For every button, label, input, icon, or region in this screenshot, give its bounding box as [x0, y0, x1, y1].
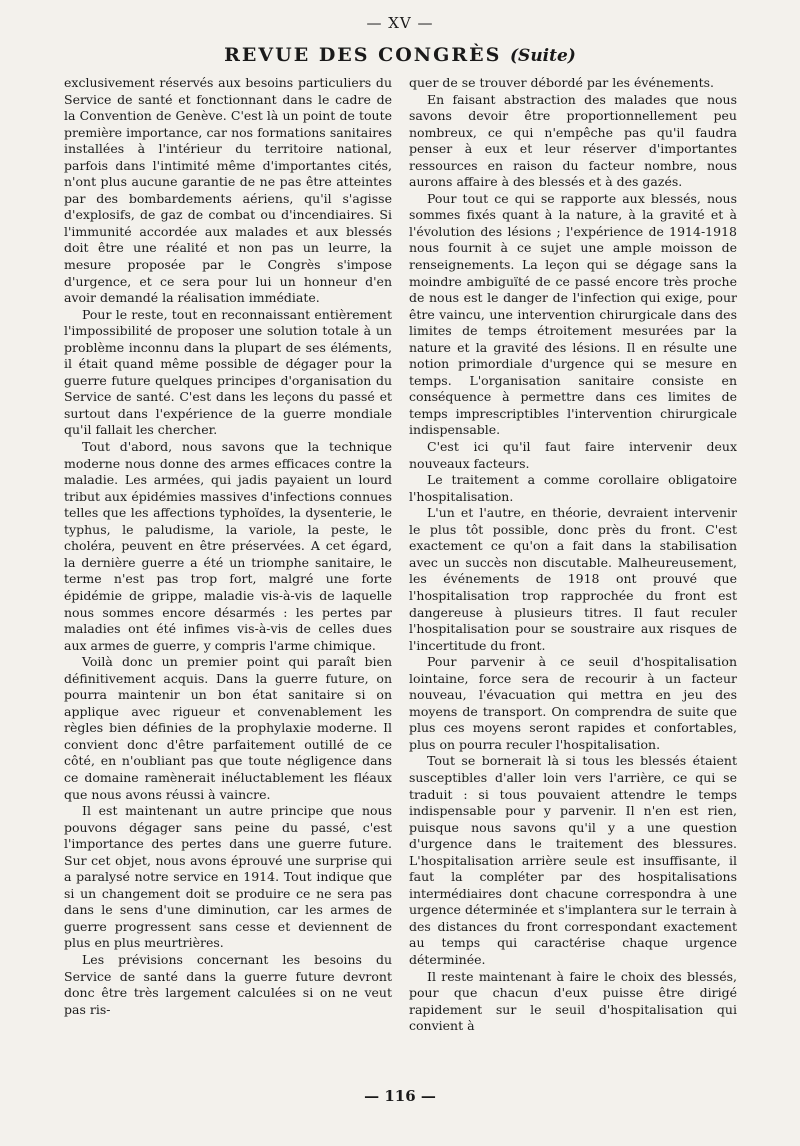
page-title-text: REVUE DES CONGRÈS [224, 44, 502, 66]
paragraph: L'un et l'autre, en théorie, devraient intervenir le plus tôt possible, donc près du front. C'est exactement ce qu'on a fait dans la stabilisation avec un succès non discutable. Malheureusement, les événements de 1918 ont prouvé que l'hospitalisation trop rapprochée du front est dangereuse à plusieurs titres. Il faut reculer l'hospitalisation pour se soustraire aux risques de l'incertitude du front. [409, 505, 737, 653]
paragraph: Tout se bornerait là si tous les blessés étaient susceptibles d'aller loin vers l'arrière, ce qui se traduit : si tous pouvaient attendre le temps indispensable pour y parvenir. Il n'en est rien, puisque nous savons qu'il y a une question d'urgence dans le traitement des blessures. L'hospitalisation arrière seule est insuffisante, il faut la compléter par des hospitalisations intermédiaires dont chacune correspondra à une urgence déterminée et s'implantera sur le terrain à des distances du front correspondant exactement au temps qui caractérise chaque urgence déterminée. [409, 753, 737, 967]
paragraph: Pour tout ce qui se rapporte aux blessés, nous sommes fixés quant à la nature, à la gravité et à l'évolution des lésions ; l'expérience de 1914-1918 nous fournit à ce sujet une ample moisson de renseignements. La leçon qui se dégage sans la moindre ambiguïté de ce passé encore très proche de nous est le danger de l'infection qui exige, pour être vaincu, une intervention chirurgicale dans des limites de temps étroitement mesurées par la nature et la gravité des lésions. Il en résulte une notion primordiale d'urgence qui se mesure en temps. L'organisation sanitaire consiste en conséquence à permettre dans ces limites de temps imprescriptibles l'intervention chirurgicale indispensable. [409, 190, 737, 438]
paragraph: C'est ici qu'il faut faire intervenir deux nouveaux facteurs. [409, 439, 737, 471]
paragraph: Il est maintenant un autre principe que nous pouvons dégager sans peine du passé, c'est l'importance des pertes dans une guerre future. Sur cet objet, nous avons éprouvé une surprise qui a paralysé notre service en 1914. Tout indique que si un changement doit se produire ce ne sera pas dans le sens d'une diminution, car les armes de guerre progressent sans cesse et deviennent de plus en plus meurtrières. [64, 803, 392, 951]
paragraph: Pour parvenir à ce seuil d'hospitalisation lointaine, force sera de recourir à un facteur nouveau, l'évacuation qui mettra en jeu des moyens de transport. On comprendra de suite que plus ces moyens seront rapides et confortables, plus on pourra reculer l'hospitalisation. [409, 654, 737, 752]
paragraph: Pour le reste, tout en reconnaissant entièrement l'impossibilité de proposer une solution totale à un problème inconnu dans la plupart de ses éléments, il était quand même possible de dégager pour la guerre future quelques principes d'organisation du Service de santé. C'est dans les leçons du passé et surtout dans l'expérience de la guerre mondiale qu'il fallait les chercher. [64, 306, 392, 438]
page-number: — 116 — [364, 1087, 436, 1105]
paragraph: exclusivement réservés aux besoins particuliers du Service de santé et fonctionnant dans le cadre de la Convention de Genève. C'est là un point de toute première importance, car nos formations sanitaires installées à l'intérieur du territoire national, parfois dans l'intimité même d'importantes cités, n'ont plus aucune garantie de ne pas être atteintes par des bombardements aériens, qu'il s'agisse d'explosifs, de gaz de combat ou d'incendiaires. Si l'immunité accordée aux malades et aux blessés doit être une réalité et non pas un leurre, la mesure proposée par le Congrès s'impose d'urgence, et ce sera pour lui un honneur d'en avoir demandé la réalisation immédiate. [64, 75, 392, 306]
page-title-suffix: (Suite) [510, 46, 576, 66]
right-column [409, 75, 737, 1035]
paragraph: Le traitement a comme corollaire obligatoire l'hospitalisation. [409, 472, 737, 504]
paragraph: Les prévisions concernant les besoins du Service de santé dans la guerre future devront donc être très largement calculées si on ne veut pas ris- [64, 951, 392, 1017]
paragraph: quer de se trouver débordé par les événements. [409, 75, 715, 90]
paragraph: Tout d'abord, nous savons que la technique moderne nous donne des armes efficaces contre la maladie. Les armées, qui jadis payaient un lourd tribut aux épidémies massives d'infections connues telles que les affections typhoïdes, la dysenterie, le typhus, le paludisme, la variole, la peste, le choléra, peuvent en être préservées. A cet égard, la dernière guerre a été un triomphe sanitaire, le terme n'est pas trop fort, malgré une forte épidémie de grippe, maladie vis-à-vis de laquelle nous sommes encore désarmés : les pertes par maladies ont été infimes vis-à-vis de celles dues aux armes de guerre, y compris l'arme chimique. [64, 439, 392, 653]
page-roman-number: — XV — [366, 14, 434, 32]
paragraph: En faisant abstraction des malades que nous savons devoir être proportionnellement peu nombreux, ce qui n'empêche pas qu'il faudra penser à eux et leur réserver d'importantes ressources en raison du facteur nombre, nous aurons affaire à des blessés et à des gazés. [409, 91, 737, 190]
paragraph: Voilà donc un premier point qui paraît bien définitivement acquis. Dans la guerre future, on pourra maintenir un bon état sanitaire si on applique avec rigueur et convenablement les règles bien définies de la prophylaxie moderne. Il convient donc d'être parfaitement outillé de ce côté, en n'oubliant pas que toute négligence dans ce domaine ramènerait inéluctablement les fléaux que nous avons réussi à vaincre. [64, 654, 392, 802]
page-title [0, 44, 800, 66]
left-column [64, 75, 392, 1018]
paragraph: Il reste maintenant à faire le choix des blessés, pour que chacun d'eux puisse être dirigé rapidement sur le seuil d'hospitalisation qui convient à [409, 968, 737, 1034]
